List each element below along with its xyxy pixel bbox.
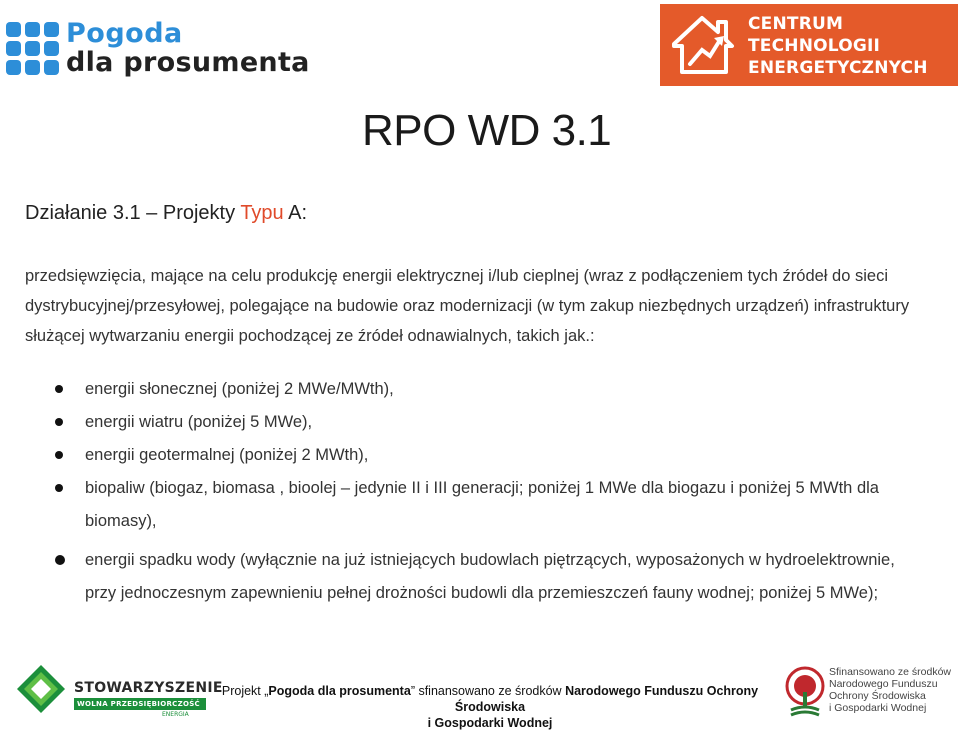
swp-name: STOWARZYSZENIE: [74, 680, 223, 696]
centrum-technologii-energetycznych-logo: [660, 4, 958, 86]
subtitle-part-1: Działanie 3.1 – Projekty: [25, 202, 241, 224]
list-item: [55, 406, 955, 439]
tree-emblem-icon: [785, 666, 825, 718]
paragraph-line: służącej wytwarzaniu energii pochodzącej ze źródeł odnawialnych, takich jak.:: [25, 327, 595, 345]
list-item-text: biomasy),: [85, 512, 157, 530]
funding-project-name: Pogoda dla prosumenta: [268, 684, 411, 698]
house-arrow-icon: [668, 10, 740, 80]
funding-note: [205, 683, 775, 731]
list-item-text: energii wiatru (poniżej 5 MWe),: [85, 413, 313, 431]
bullet-icon: [55, 385, 63, 393]
pogoda-dla-prosumenta-logo: [6, 18, 310, 82]
page-title: RPO WD 3.1: [362, 106, 612, 155]
stowarzyszenie-logo: [12, 664, 223, 722]
list-item: [55, 439, 955, 472]
list-item-text: przy jednoczesnym zapewnieniu pełnej drożności budowli dla przemieszczeń fauny wodnej; poniżej 5 MWe);: [85, 584, 879, 602]
cte-line-3: ENERGETYCZNYCH: [748, 58, 928, 78]
bullet-icon: [55, 484, 63, 492]
nf-line-2: Narodowego Funduszu: [829, 678, 938, 690]
energy-source-list: [55, 373, 955, 610]
bullet-icon: [55, 555, 65, 565]
funding-fund-name-2: i Gospodarki Wodnej: [427, 716, 553, 730]
cte-line-2: TECHNOLOGII: [748, 36, 881, 56]
nf-line-3: Ochrony Środowiska: [829, 690, 926, 702]
list-item-text: energii słonecznej (poniżej 2 MWe/MWth),: [85, 380, 394, 398]
funding-text-1: Projekt „: [221, 684, 269, 698]
list-item: [55, 544, 955, 610]
list-item: [55, 373, 955, 406]
bullet-icon: [55, 451, 63, 459]
swp-subtitle: WOLNA PRZEDSIĘBIORCZOŚĆ: [74, 698, 206, 710]
nf-line-4: i Gospodarki Wodnej: [829, 702, 927, 714]
intro-paragraph: [25, 261, 955, 351]
paragraph-line: przedsięwzięcia, mające na celu produkcję energii elektrycznej i/lub cieplnej (wraz z podłączeniem tych źródeł do sieci: [25, 267, 888, 285]
subtitle-part-2: A:: [283, 202, 308, 224]
paragraph-line: dystrybucyjnej/przesyłowej, polegające na budowie oraz modernizacji (w tym zakup niezbędnych urządzeń) infrastruktury: [25, 297, 910, 315]
logo-line-2: dla prosumenta: [66, 47, 310, 78]
subtitle-accent: Typu: [240, 202, 284, 224]
list-item: [55, 472, 955, 538]
nf-line-1: Sfinansowano ze środków: [829, 666, 951, 678]
list-item-text: energii geotermalnej (poniżej 2 MWth),: [85, 446, 369, 464]
section-subtitle: [25, 202, 307, 225]
nfosigw-logo: [785, 664, 955, 722]
bullet-icon: [55, 418, 63, 426]
swp-tag: ENERGIA: [162, 711, 189, 718]
funding-fund-name: Narodowego Funduszu Ochrony Środowiska: [454, 684, 759, 714]
cte-line-1: CENTRUM: [748, 14, 844, 34]
logo-line-1: Pogoda: [66, 18, 183, 49]
diamond-icon: [16, 664, 66, 714]
list-item-text: energii spadku wody (wyłącznie na już istniejących budowlach piętrzących, wyposażonych w hydroelektrownie,: [85, 551, 895, 569]
dot-grid-icon: [6, 22, 60, 76]
list-item-text: biopaliw (biogaz, biomasa , bioolej – jedynie II i III generacji; poniżej 1 MWe dla biogazu i poniżej 5 MWth dla: [85, 479, 879, 497]
funding-text-2: ” sfinansowano ze środków: [410, 684, 566, 698]
